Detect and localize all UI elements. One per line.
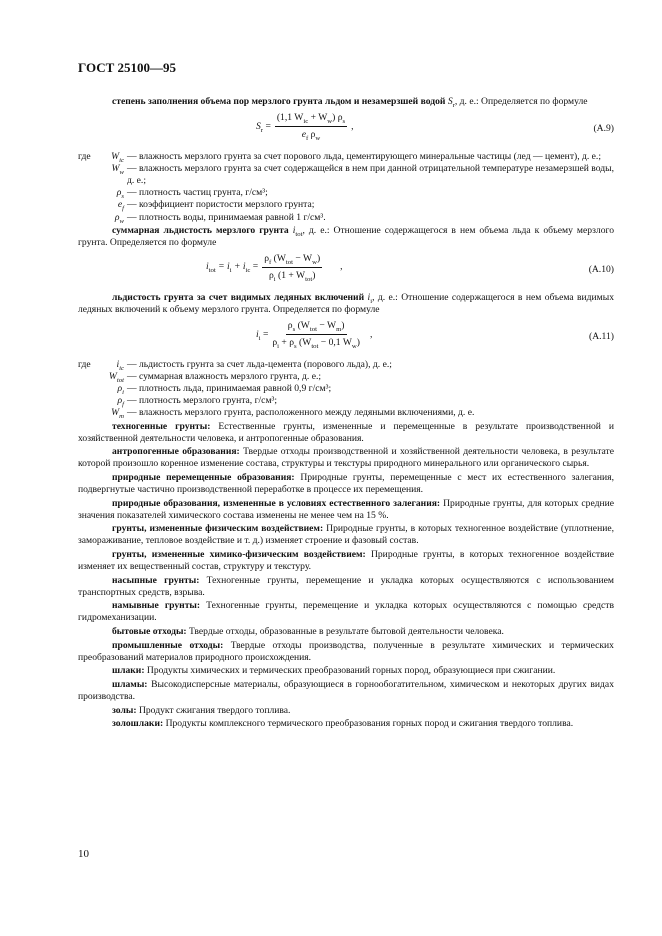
legend-row <box>78 187 614 199</box>
formula-a10-trail: , <box>340 261 343 273</box>
formula-a10-den-c: ) <box>312 269 316 281</box>
formula-a10-num-sub1: f <box>268 258 272 266</box>
legend-row <box>78 163 614 187</box>
definition-text: Твердые отходы, образованные в результате бытовой деятельности человека. <box>186 626 504 637</box>
formula-a11-den-sub2: s <box>294 343 297 351</box>
formula-a10-mid2: + i <box>231 261 246 273</box>
definition-term: насыпные грунты: <box>112 574 200 586</box>
term-ii-symbol-sub: i <box>370 297 373 305</box>
formula-a9-num-sub2: w <box>327 118 333 125</box>
definition-term: промышленные отходы: <box>112 639 224 651</box>
formula-a10-mid: = i <box>215 261 230 273</box>
formula-a10-num-d: ) <box>316 252 321 264</box>
definition-term: техногенные грунты: <box>112 420 211 432</box>
definition-term: антропогенные образования: <box>112 446 240 458</box>
legend-text: — коэффициент пористости мерзлого грунта; <box>127 199 315 211</box>
formula-a11-den-sub4: w <box>351 343 357 351</box>
formula-a11-lhs-sub: i <box>258 334 261 342</box>
definition-text: Природные грунты, в которых техногенное воздействие изменяет их вещественный состав, структуру и текстуру. <box>78 548 614 573</box>
legend-a11 <box>78 359 614 419</box>
definition-term: шлаки: <box>112 665 145 677</box>
legend-text: — плотность частиц грунта, г/см³; <box>127 187 268 199</box>
definition-term: природные образования, измененные в условиях естественного залегания: <box>112 497 441 509</box>
definition-term: золы: <box>112 704 137 716</box>
formula-a10-num-b: (W <box>271 252 286 264</box>
legend-where: где <box>78 151 91 163</box>
definition-text: Техногенные грунты, перемещение и укладка которых осуществляются с помощью средств гидромеханизации. <box>78 600 615 624</box>
legend-row <box>78 407 474 419</box>
eq-number-a11: (А.11) <box>589 331 614 343</box>
term-ii-paragraph <box>78 292 614 316</box>
definition-paragraph <box>78 446 614 470</box>
legend-symbol: ρ <box>117 395 123 407</box>
definition-term: намывные грунты: <box>112 600 201 612</box>
definition-paragraph <box>78 626 614 638</box>
formula-a10-den-sub2: tot <box>305 275 313 283</box>
formula-a9-num-a: (1,1 W <box>276 112 304 124</box>
definition-text: Продукт сжигания твердого топлива. <box>136 704 291 716</box>
formula-a11-num-a: ρ <box>287 320 293 332</box>
formula-a11-fraction <box>272 320 360 349</box>
formula-a11-trail: , <box>369 328 373 340</box>
term-itot-symbol: i <box>292 224 296 236</box>
formula-a9-den-b: ρ <box>308 129 316 141</box>
definition-paragraph <box>78 679 614 703</box>
legend-symbol: W <box>108 371 117 383</box>
legend-symbol: W <box>111 407 120 419</box>
legend-text: — суммарная влажность мерзлого грунта, д. е.; <box>127 371 322 383</box>
formula-a10-num-a: ρ <box>264 252 269 264</box>
definition-term: золошлаки: <box>112 718 164 730</box>
formula-a9: $S_r$ = $\frac{(1,1 W_{ic} + W_w) \rho_s}{e_f \rho_w}$ , (А.9) <box>256 112 614 143</box>
legend-text: — влажность мерзлого грунта за счет содержащейся в нем при данной отрицательной температуре незамерзшей воды, д. е.; <box>127 163 614 187</box>
formula-a10-lhs: i <box>206 261 209 273</box>
formula-a11-lhs: i <box>256 328 259 340</box>
formula-a9-num-b: + W <box>308 112 328 124</box>
formula-a11-den-sub1: i <box>277 343 280 351</box>
term-sr-symbol: S <box>447 96 453 107</box>
formula-a9-den-sub2: w <box>315 135 321 143</box>
term-ii-text: , д. е.: Отношение содержащегося в нем объема видимых ледяных включений к объему мерзлого грунта. Определяется по формуле <box>78 291 614 315</box>
legend-text: — плотность воды, принимаемая равной 1 г/см³. <box>127 211 326 223</box>
term-itot: суммарная льдистость мерзлого грунта <box>112 224 289 236</box>
definition-text: Природные грунты, перемещенные с мест их естественного залегания, подвергнутые частично производственной переработке в процессе их перемещения. <box>78 471 614 495</box>
term-sr-symbol-sub: r <box>452 101 455 109</box>
formula-a10-den-a: ρ <box>268 269 274 281</box>
document-body <box>78 96 614 732</box>
legend-row <box>78 383 474 395</box>
definition-text: Высокодисперсные материалы, образующиеся в горнообогатительном, химическом и некоторых других видах производства. <box>78 678 614 702</box>
page-number: 10 <box>78 848 89 860</box>
definition-text: Техногенные грунты, перемещение и укладка которых осуществляются с использованием транспортных средств, взрыва. <box>78 574 614 598</box>
legend-a9 <box>78 151 614 224</box>
legend-symbol-sub: w <box>119 217 124 225</box>
definition-paragraph <box>78 718 614 730</box>
legend-symbol: i <box>116 359 120 371</box>
term-itot-paragraph <box>78 225 614 249</box>
formula-a10-den-sub1: i <box>273 275 276 283</box>
legend-symbol-sub: tot <box>116 377 124 385</box>
formula-a11-num-sub1: s <box>292 325 296 333</box>
definition-paragraph <box>78 523 614 547</box>
legend-text: — льдистость грунта за счет льда-цемента (порового льда), д. е.; <box>127 359 392 371</box>
formula-a9-fraction <box>275 112 347 141</box>
legend-where: где <box>78 359 91 371</box>
legend-row <box>78 212 614 224</box>
term-sr-text: , д. е.: Определяется по формуле <box>454 96 588 107</box>
formula-a10-num-sub2: tot <box>285 258 293 266</box>
formula-a9-num-sub3: s <box>342 118 346 125</box>
term-ii: льдистость грунта за счет видимых ледяных включений <box>112 291 365 303</box>
legend-symbol: ρ <box>114 211 120 223</box>
definition-paragraph <box>78 498 614 522</box>
legend-symbol: ρ <box>116 187 122 199</box>
legend-symbol-sub: f <box>122 401 124 409</box>
legend-symbol-sub: ic <box>119 364 124 372</box>
definition-text: Твердые отходы производства, полученные в результате химических и термических преобразований материалов природного происхождения. <box>78 639 614 663</box>
definition-term: грунты, измененные физическим воздействием: <box>112 523 324 535</box>
document-header: ГОСТ 25100—95 <box>78 60 177 75</box>
legend-symbol: W <box>111 151 120 163</box>
legend-symbol-sub: m <box>119 413 124 421</box>
formula-a11-num-sub3: m <box>336 325 342 333</box>
definition-paragraph <box>78 549 614 573</box>
formula-a9-den-a: e <box>301 129 306 141</box>
legend-text: — плотность мерзлого грунта, г/см³; <box>127 395 278 407</box>
formula-a10-mid-sub1: i <box>229 267 232 275</box>
legend-symbol-sub: i <box>122 389 124 397</box>
legend-row <box>78 371 474 383</box>
formula-a9-lhs-sub: r <box>260 126 264 134</box>
formula-a11-den-c: (W <box>296 337 312 349</box>
term-sr-paragraph <box>78 96 614 108</box>
formula-a11-den-a: ρ <box>272 337 278 349</box>
definition-paragraph <box>78 600 614 624</box>
definition-paragraph <box>78 421 614 445</box>
legend-symbol-sub: f <box>122 205 124 213</box>
legend-text: — влажность мерзлого грунта, расположенного между ледяными включениями, д. е. <box>127 407 475 419</box>
formula-a11-num-c: − W <box>316 320 337 332</box>
definition-term: шламы: <box>112 678 148 690</box>
definition-paragraph <box>78 472 614 496</box>
legend-row <box>78 359 474 371</box>
legend-symbol-sub: w <box>119 169 124 177</box>
formula-a9-num-c: ) ρ <box>332 112 343 124</box>
formula-a11 <box>78 320 614 356</box>
formula-a10-den-b: (1 + W <box>275 269 306 281</box>
formula-a11-eq: = <box>260 328 269 340</box>
legend-symbol: e <box>117 199 123 211</box>
legend-text: — плотность льда, принимаемая равной 0,9 г/см³; <box>127 383 332 395</box>
legend-row <box>78 151 614 163</box>
definition-text: Природные грунты, для которых средние значения показателей химического состава изменены не менее чем на 15 %. <box>78 497 614 521</box>
definition-text: Природные грунты, в которых техногенное воздействие (уплотнение, замораживание, тепловое воздействие и т. д.) изменяет строение и фазовый состав. <box>78 523 614 547</box>
legend-symbol-sub: ic <box>119 157 124 164</box>
definition-term: грунты, измененные химико-физическим воздействием: <box>112 548 366 560</box>
definition-text: Продукты химических и термических преобразований горных пород, образующиеся при сжигании. <box>144 665 556 677</box>
formula-a10-mid-sub2: ic <box>245 267 251 275</box>
term-itot-symbol-sub: tot <box>295 230 303 238</box>
definition-text: Естественные грунты, измененные и перемещенные в результате производственной и хозяйственной деятельности человека, и антропогенные образования. <box>78 420 614 444</box>
formula-a11-num-sub2: tot <box>309 325 317 333</box>
formula-a10-lhs-sub: tot <box>208 267 216 275</box>
legend-symbol-sub: s <box>121 193 124 201</box>
formula-a11-num-d: ) <box>341 320 345 332</box>
definition-paragraph <box>78 705 614 717</box>
formula-a11-den-d: − 0,1 W <box>318 337 352 349</box>
formula-a11-den-b: + ρ <box>279 337 295 349</box>
formula-a9-lhs: S <box>256 120 261 132</box>
formula-a10-num-sub3: w <box>312 258 317 266</box>
term-itot-text: , д. е.: Отношение содержащегося в нем объема льда к объему мерзлого грунта. Определяется по формуле <box>78 224 614 248</box>
formula-a11-den-sub3: tot <box>311 343 319 351</box>
eq-number-a10: (А.10) <box>588 263 614 275</box>
legend-row <box>78 395 474 407</box>
term-sr: степень заполнения объема пор мерзлого грунта льдом и незамерзшей водой <box>112 96 446 107</box>
definition-text: Продукты комплексного термического преобразования горных пород и сжигания твердого топлива. <box>163 718 574 730</box>
legend-text: — влажность мерзлого грунта за счет порового льда, цементирующего минеральные частицы (лед — цемент), д. е.; <box>127 151 601 163</box>
term-ii-symbol: i <box>367 291 371 303</box>
definition-paragraph <box>78 665 614 677</box>
formula-a10-fraction <box>262 253 322 282</box>
definition-paragraph <box>78 575 614 599</box>
formula-a9-num-sub1: ic <box>303 118 309 125</box>
definition-term: природные перемещенные образования: <box>112 471 295 483</box>
formula-a10-num-c: − W <box>292 252 313 264</box>
definition-paragraph <box>78 640 614 664</box>
definition-text: Твердые отходы производственной и хозяйственной деятельности человека, в результате которой произошло коренное изменение состава, структуры и текстуры природного минерального или органического сырья. <box>78 446 614 470</box>
legend-symbol: W <box>111 163 120 175</box>
formula-a11-den-e: ) <box>356 337 360 349</box>
legend-row <box>78 199 614 211</box>
eq-number-a9: (А.9) <box>593 123 614 135</box>
definition-term: бытовые отходы: <box>112 626 187 637</box>
legend-symbol: ρ <box>117 383 123 395</box>
formula-a10 <box>78 253 614 289</box>
formula-a11-num-b: (W <box>295 320 310 332</box>
formula-a10-eq: = <box>250 261 259 273</box>
formula-a9-den-sub1: f <box>305 135 309 143</box>
